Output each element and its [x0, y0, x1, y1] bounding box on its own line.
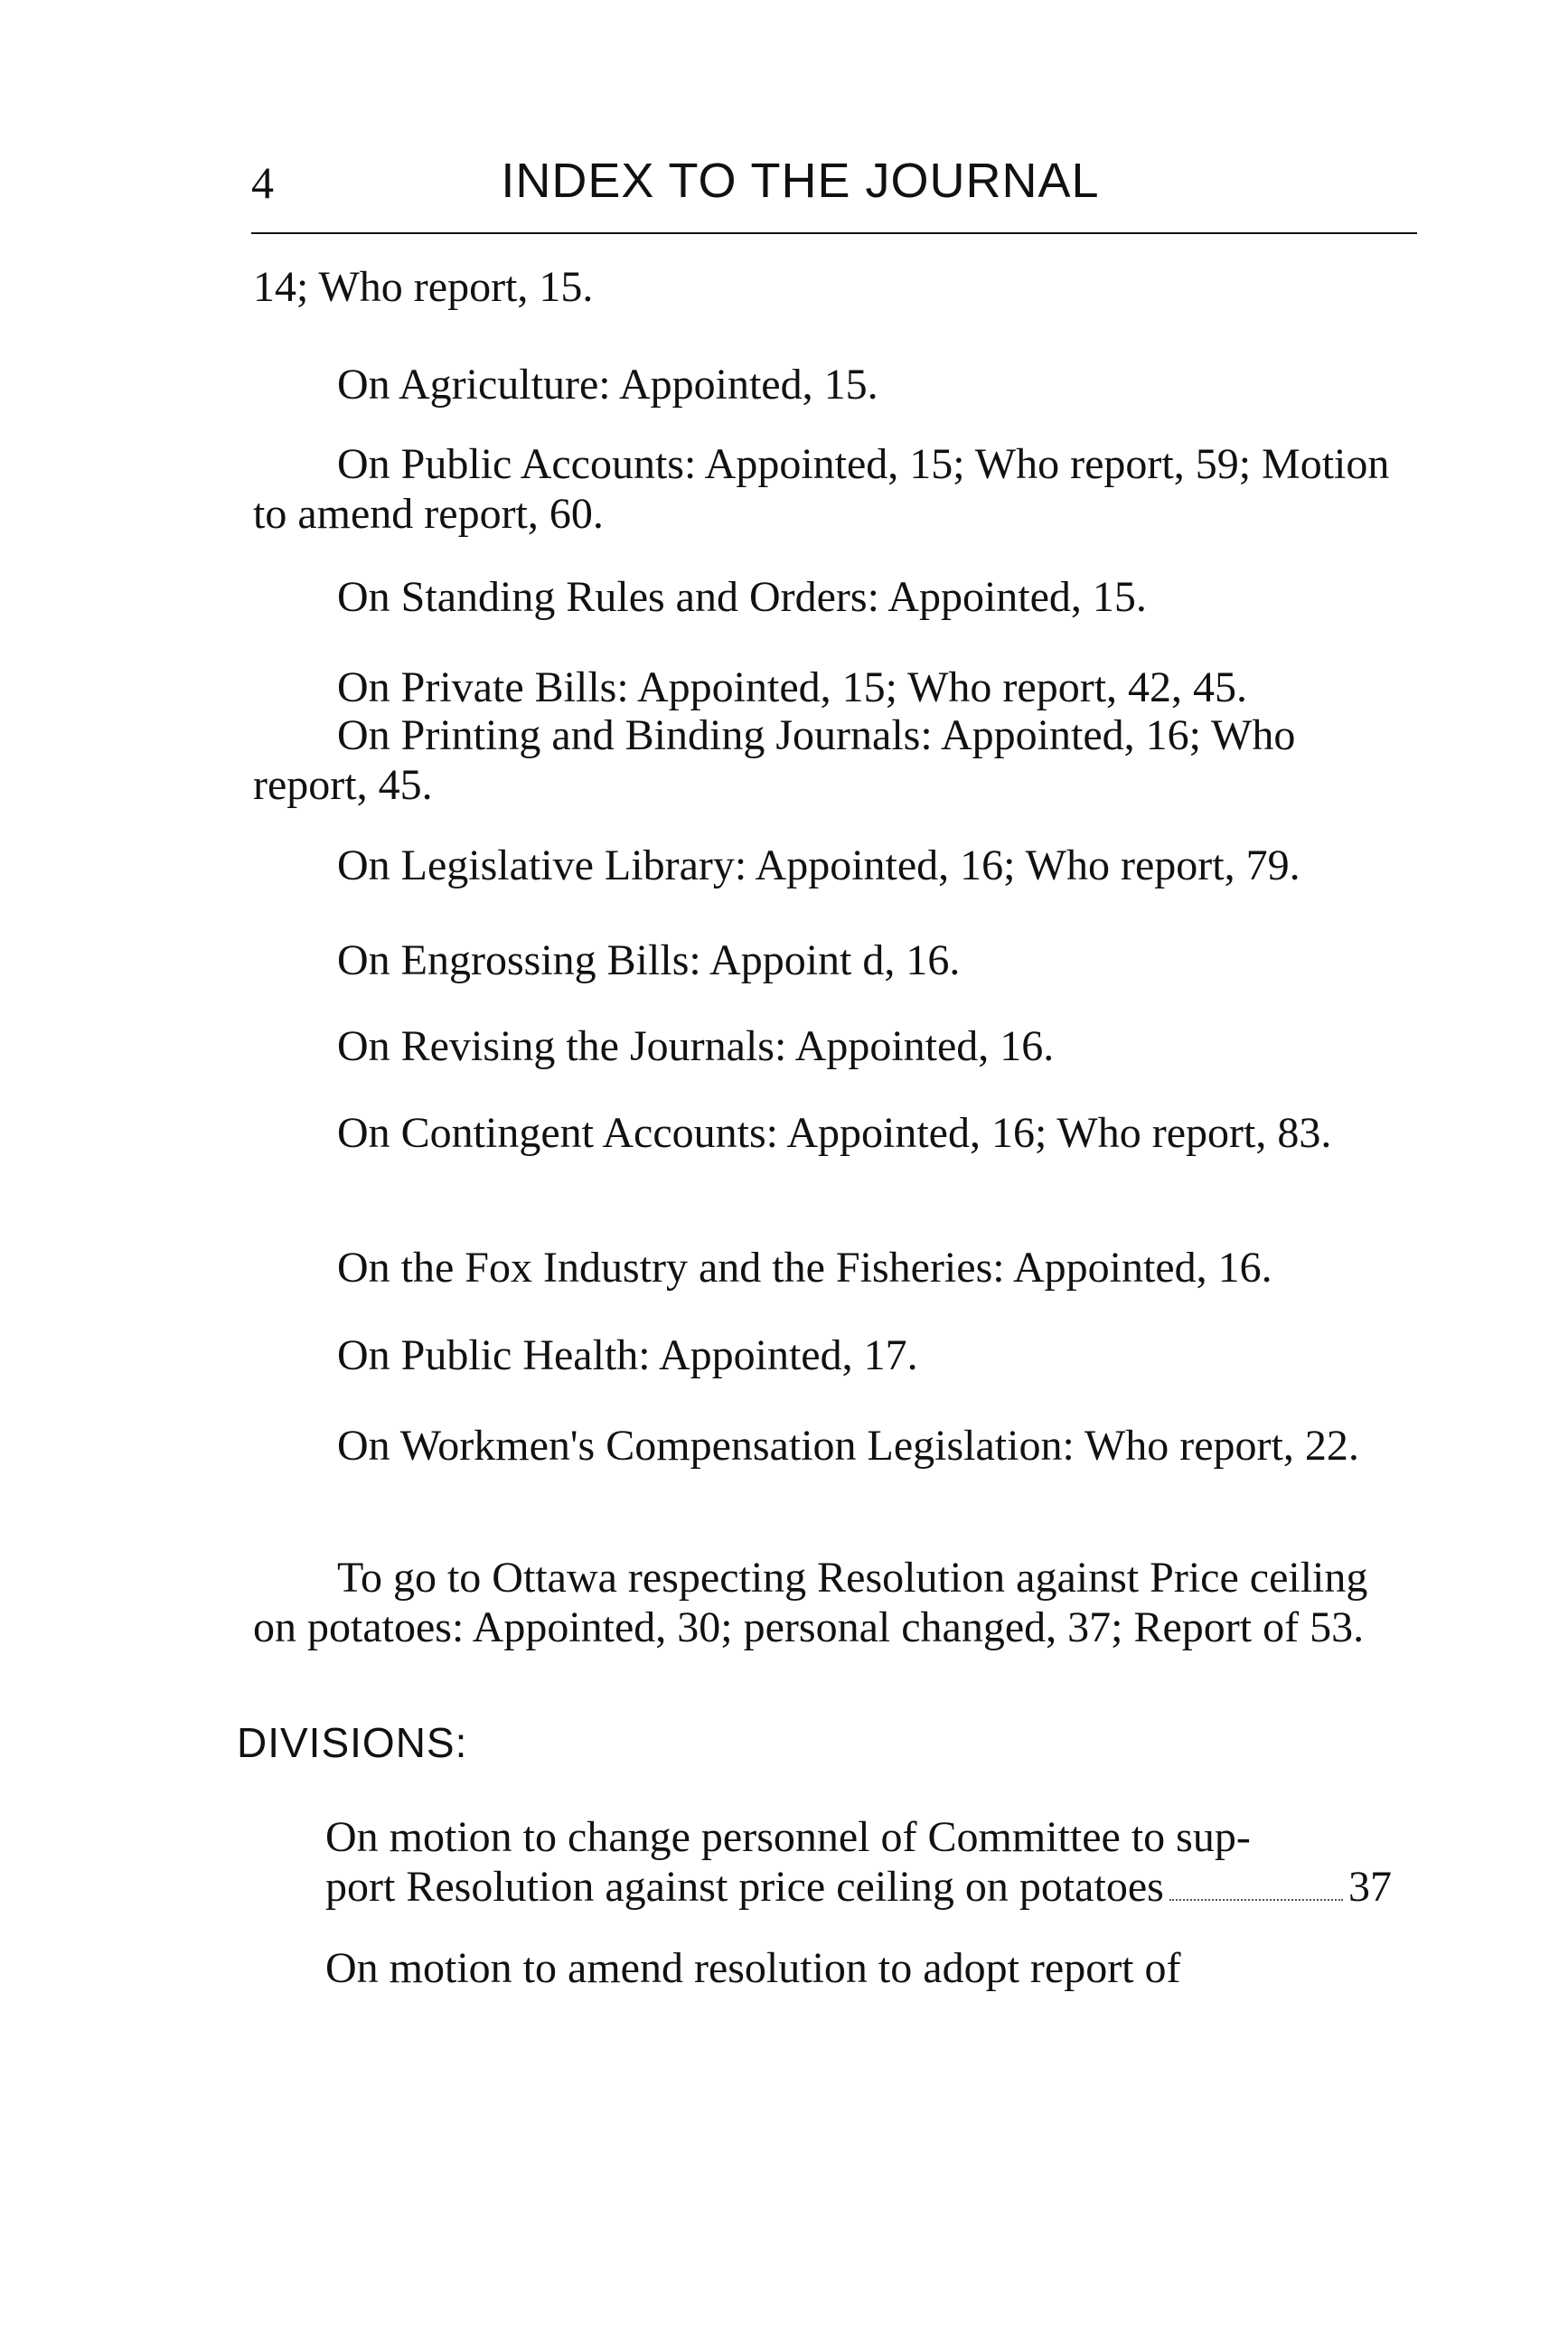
divisions-heading: DIVISIONS: — [237, 1719, 468, 1766]
index-entry: On Standing Rules and Orders: Appointed, 15. — [337, 573, 1147, 621]
dot-leader — [1169, 1899, 1343, 1901]
index-entry: On Legislative Library: Appointed, 16; Who report, 79. — [337, 841, 1300, 889]
index-entry: On Printing and Binding Journals: Appointed, 16; Who report, 45. — [253, 711, 1296, 809]
division-entry-line: On motion to change personnel of Committee to sup- — [325, 1813, 1251, 1861]
page-number: 4 — [251, 157, 274, 208]
index-entry: On Workmen's Compensation Legislation: Who report, 22. — [337, 1422, 1359, 1470]
header-rule — [251, 232, 1417, 234]
division-page-number: 37 — [1348, 1863, 1392, 1911]
index-entry: On Revising the Journals: Appointed, 16. — [337, 1022, 1055, 1070]
index-entry: On Public Health: Appointed, 17. — [337, 1331, 918, 1379]
index-entry: On Agriculture: Appointed, 15. — [337, 361, 878, 409]
index-entry: On the Fox Industry and the Fisheries: Appointed, 16. — [337, 1244, 1272, 1292]
division-entry-leader-line — [325, 1862, 1392, 1912]
index-entry: On Public Accounts: Appointed, 15; Who report, 59; Motion to amend report, 60. — [253, 440, 1390, 538]
index-entry: 14; Who report, 15. — [253, 263, 594, 311]
division-entry — [325, 1812, 1392, 1912]
index-entry: On Engrossing Bills: Appoint d, 16. — [337, 936, 961, 984]
index-entry: To go to Ottawa respecting Resolution against Price ceiling on potatoes: Appointed, 30; personal changed, 37; Report of 53. — [253, 1554, 1368, 1651]
index-entry: On Private Bills: Appointed, 15; Who report, 42, 45. — [337, 663, 1248, 711]
running-head-title: INDEX TO THE JOURNAL — [501, 154, 1100, 208]
index-entry: On Contingent Accounts: Appointed, 16; Who report, 83. — [337, 1109, 1332, 1157]
division-entry-line: port Resolution against price ceiling on potatoes — [325, 1863, 1164, 1911]
division-entry: On motion to amend resolution to adopt report of — [325, 1944, 1181, 1992]
